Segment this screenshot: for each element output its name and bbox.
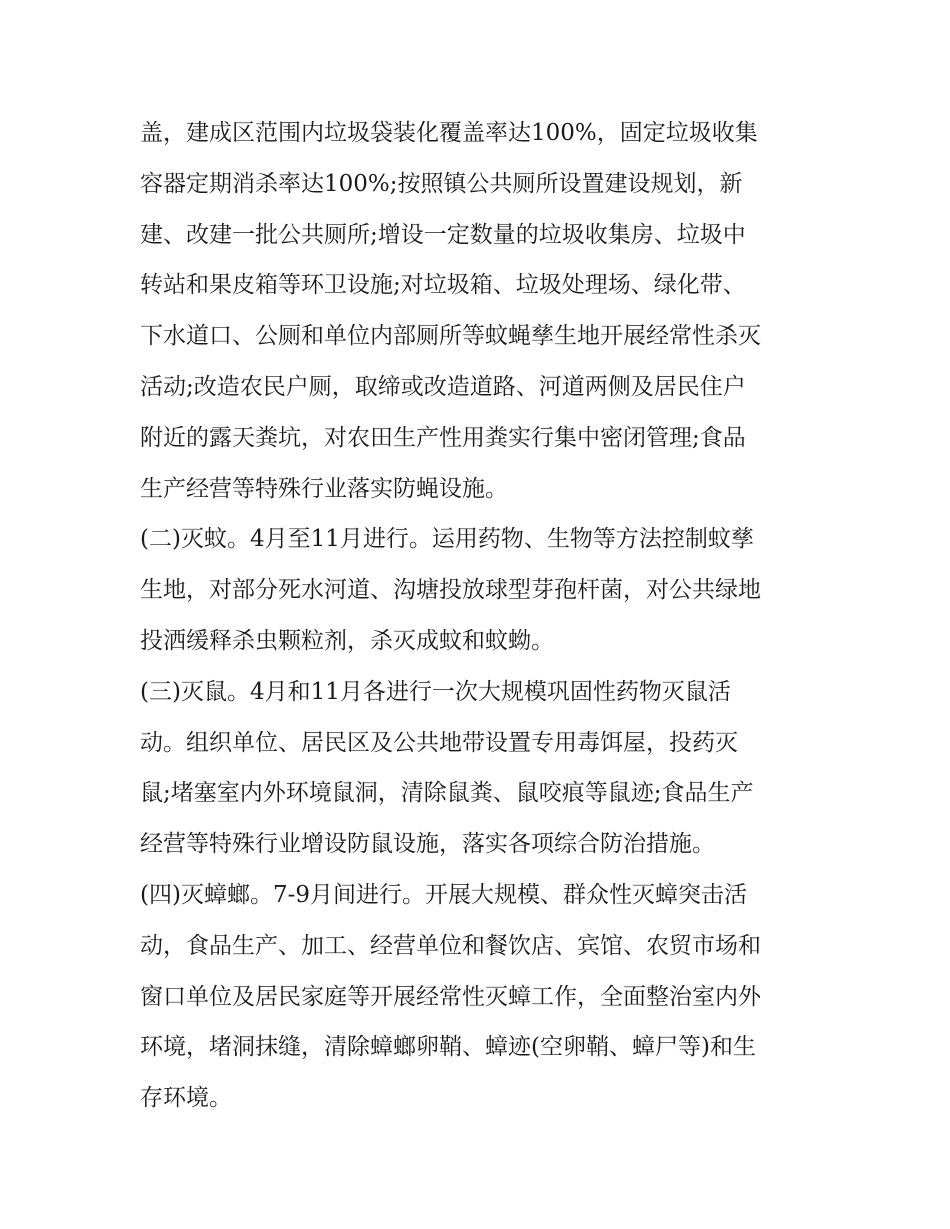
- text-line: 生产经营等特殊行业落实防蝇设施。: [140, 475, 508, 502]
- text-line: 活动;改造农民户厕，取缔或改造道路、河道两侧及居民住户: [140, 373, 746, 400]
- text-line: 投洒缓释杀虫颗粒剂，杀灭成蚊和蚊蚴。: [140, 627, 554, 654]
- text-line: 下水道口、公厕和单位内部厕所等蚊蝇孳生地开展经常性杀灭: [140, 323, 761, 350]
- section-heading-line: (三)灭鼠。4月和11月各进行一次大规模巩固性药物灭鼠活: [140, 678, 731, 705]
- text-line: 建、改建一批公共厕所;增设一定数量的垃圾收集房、垃圾中: [140, 221, 746, 248]
- text-line: 环境，堵洞抹缝，清除蟑螂卵鞘、蟑迹(空卵鞘、蟑尸等)和生: [140, 1034, 756, 1061]
- text-line: 附近的露天粪坑，对农田生产性用粪实行集中密闭管理;食品: [140, 424, 746, 451]
- text-line: 容器定期消杀率达100%;按照镇公共厕所设置建设规划，新: [140, 170, 743, 197]
- text-line: 盖，建成区范围内垃圾袋装化覆盖率达100%，固定垃圾收集: [140, 120, 758, 146]
- text-line: 动，食品生产、加工、经营单位和餐饮店、宾馆、农贸市场和: [140, 932, 761, 959]
- text-line: 转站和果皮箱等环卫设施;对垃圾箱、垃圾处理场、绿化带、: [140, 272, 746, 299]
- text-line: 动。组织单位、居民区及公共地带设置专用毒饵屋，投药灭: [140, 729, 738, 756]
- text-line: 存环境。: [140, 1085, 232, 1112]
- text-line: 经营等特殊行业增设防鼠设施，落实各项综合防治措施。: [140, 831, 715, 858]
- text-line: 鼠;堵塞室内外环境鼠洞，清除鼠粪、鼠咬痕等鼠迹;食品生产: [140, 780, 754, 807]
- text-line: 生地，对部分死水河道、沟塘投放球型芽孢杆菌，对公共绿地: [140, 577, 761, 604]
- text-line: 窗口单位及居民家庭等开展经常性灭蟑工作，全面整治室内外: [140, 983, 761, 1010]
- section-heading-line: (四)灭蟑螂。7-9月间进行。开展大规模、群众性灭蟑突击活: [140, 881, 747, 908]
- section-heading-line: (二)灭蚊。4月至11月进行。运用药物、生物等方法控制蚊孳: [140, 526, 754, 553]
- document-body: [140, 108, 830, 1124]
